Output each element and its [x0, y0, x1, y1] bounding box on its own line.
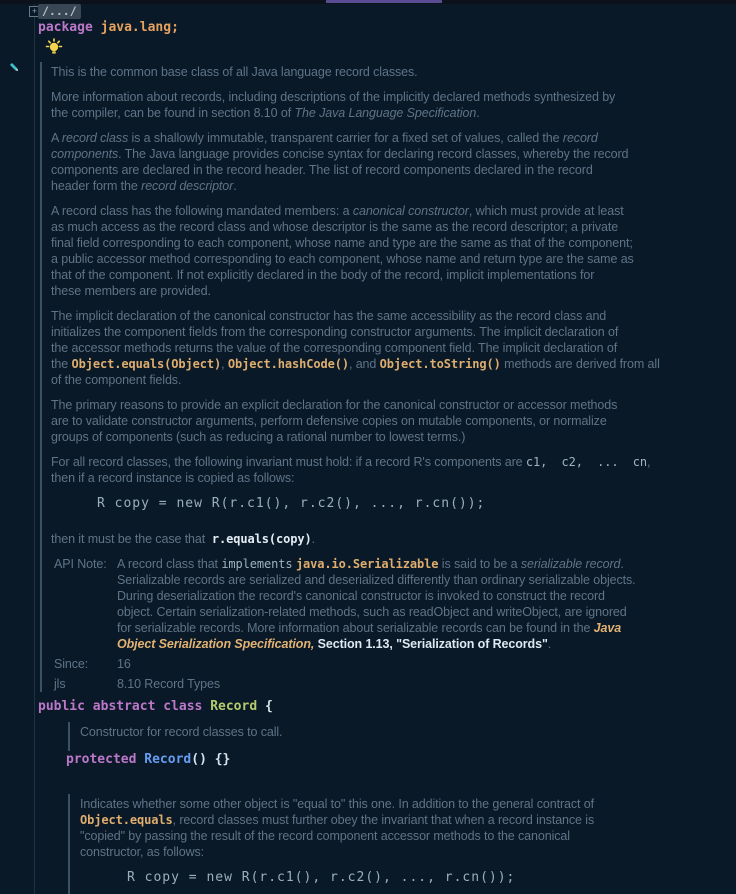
doc-text: Indicates whether some other object is "equal to" this one. In addition to the general contract of	[80, 797, 594, 811]
doc-link[interactable]: Object.hashCode()	[227, 357, 349, 371]
doc-text: record	[562, 131, 598, 145]
doc-text: then it must be the case that	[51, 532, 212, 546]
doc-text: During deserialization the record's canonical constructor is invoked to construct the record	[117, 589, 605, 603]
doc-paragraph-intro	[51, 64, 729, 80]
doc-link[interactable]: Object.equals(Object)	[71, 357, 222, 371]
code-token: public abstract class	[38, 699, 211, 714]
doc-text: initializes the component fields from the corresponding constructor arguments. The implicit declaration of	[51, 325, 619, 339]
doc-text: are to validate constructor arguments, perform defensive copies on mutable components, or normalize	[51, 414, 607, 428]
doc-paragraph-record-class	[51, 130, 729, 194]
doc-paragraph-implicit-declaration	[51, 308, 729, 388]
doc-line	[80, 796, 720, 812]
doc-text: ,	[646, 455, 651, 469]
doc-text: components	[51, 147, 119, 161]
doc-text: components are declared in the record header. The list of record components declared in the record	[51, 163, 593, 177]
doc-text: for serializable records. More information about serializable records can be found in the	[117, 621, 594, 635]
code-token: () {}	[191, 752, 231, 767]
doc-text: , and	[348, 357, 380, 371]
tag-content	[117, 676, 729, 692]
doc-text: c1, c2, ... cn	[525, 455, 647, 469]
doc-paragraph-ctor	[80, 724, 680, 740]
doc-text: ,	[221, 357, 228, 371]
doc-text: R copy = new R(r.c1(), r.c2(), ..., r.cn());	[127, 870, 516, 885]
doc-line	[51, 324, 729, 340]
doc-text: .	[620, 557, 624, 571]
doc-text: the compiler, can be found in section 8.10 of	[51, 106, 295, 120]
constructor-javadoc	[68, 722, 680, 751]
doc-text: r.equals(copy)	[211, 532, 312, 546]
doc-link[interactable]: Java	[593, 621, 622, 635]
doc-text: these members are provided.	[51, 284, 211, 298]
doc-line	[117, 588, 729, 604]
doc-line	[51, 308, 729, 324]
doc-line	[51, 235, 729, 251]
doc-tag-since	[51, 656, 729, 672]
doc-text: Serializable records are serialized and deserialized differently than ordinary serializable objects.	[117, 573, 636, 587]
doc-text: A record class that	[117, 557, 222, 571]
doc-line	[51, 531, 729, 547]
doc-line	[51, 413, 729, 429]
doc-line	[51, 470, 729, 486]
package-statement[interactable]	[38, 20, 179, 36]
doc-line	[51, 130, 729, 146]
doc-text: , which must provide at least	[468, 204, 624, 218]
doc-link[interactable]: Object Serialization Specification,	[117, 637, 315, 651]
tag-label: API Note:	[54, 557, 107, 571]
doc-text: of the component fields.	[51, 373, 182, 387]
doc-text: record class	[61, 131, 129, 145]
doc-text: object. Certain serialization-related methods, such as readObject and writeObject, are ignored	[117, 605, 627, 619]
doc-line	[51, 146, 729, 162]
code-token: Record	[210, 699, 258, 714]
doc-paragraph-primary-reasons	[51, 397, 729, 445]
doc-text: For all record classes, the following invariant must hold: if a record R's components are	[51, 455, 526, 469]
doc-paragraph-more-info	[51, 89, 729, 121]
doc-text: groups of components (such as reducing a rational number to lowest terms.)	[51, 430, 466, 444]
doc-text: 16	[117, 657, 131, 671]
doc-line	[117, 604, 729, 620]
folded-comment-chip[interactable]: /.../	[38, 4, 81, 19]
doc-line	[51, 356, 729, 372]
doc-text: as much access as the record class and whose descriptor is the same as the record descriptor; a private	[51, 220, 619, 234]
doc-line	[51, 219, 729, 235]
doc-line	[51, 251, 729, 267]
equals-javadoc	[68, 794, 720, 894]
doc-text: implements	[221, 557, 293, 571]
editor-gutter	[0, 4, 35, 894]
doc-text: The primary reasons to provide an explicit declaration for the canonical constructor or accessor methods	[51, 398, 618, 412]
doc-text: the accessor methods returns the value of the corresponding component field. The implicit declaration of	[51, 341, 618, 355]
code-token: package	[38, 20, 101, 35]
doc-line	[51, 283, 729, 299]
doc-line	[117, 636, 729, 652]
doc-text: This is the common base class of all Java language record classes.	[51, 65, 418, 79]
doc-line	[117, 656, 729, 672]
doc-line	[97, 495, 729, 511]
doc-line	[127, 869, 720, 885]
doc-line	[80, 812, 720, 828]
doc-line	[80, 844, 720, 860]
doc-text: is said to be a	[438, 557, 521, 571]
doc-line	[51, 340, 729, 356]
doc-line	[51, 162, 729, 178]
doc-link[interactable]: Object.toString()	[379, 357, 501, 371]
doc-line	[117, 620, 729, 636]
class-javadoc	[40, 62, 729, 692]
doc-text: A record class has the following mandated members: a	[51, 204, 353, 218]
doc-text: "copied" by passing the result of the record component accessor methods to the canonical	[80, 829, 570, 843]
doc-text: final field corresponding to each component, whose name and type are the same as that of the component;	[51, 236, 633, 250]
doc-link[interactable]: java.io.Serializable	[295, 557, 439, 571]
doc-code-copy-equals	[80, 869, 720, 885]
class-declaration[interactable]	[38, 699, 273, 715]
doc-text: .	[547, 637, 552, 651]
doc-line	[80, 724, 680, 740]
doc-text: .	[233, 179, 237, 193]
doc-line	[117, 556, 729, 572]
tag-content	[117, 556, 729, 652]
progress-bar	[326, 0, 442, 3]
doc-text: More information about records, including descriptions of the implicitly declared methods synthesized by	[51, 90, 616, 104]
doc-text: is a shallowly immutable, transparent carrier for a fixed set of values, called the	[128, 131, 563, 145]
doc-line	[51, 89, 729, 105]
doc-text: The implicit declaration of the canonical constructor has the same accessibility as the record class and	[51, 309, 607, 323]
doc-text: , record classes must further obey the invariant that when a record instance is	[172, 813, 595, 827]
intention-bulb-icon[interactable]	[45, 38, 63, 56]
code-token: Record	[144, 752, 192, 767]
doc-paragraph-invariant	[51, 454, 729, 486]
doc-text: methods are derived from all	[500, 357, 660, 371]
doc-line	[51, 105, 729, 121]
doc-paragraph-equals-case	[51, 531, 729, 547]
doc-text: . The Java language provides concise syntax for declaring record classes, whereby the record	[118, 147, 629, 161]
doc-paragraph-equals	[80, 796, 720, 860]
doc-text: Section 1.13, "Serialization of Records"	[317, 637, 548, 651]
code-token: java.lang;	[100, 20, 179, 35]
doc-text: the	[51, 357, 72, 371]
top-strip	[0, 0, 736, 4]
tag-label: Since:	[54, 657, 89, 671]
doc-paragraph-mandated-members	[51, 203, 729, 299]
doc-text: .	[311, 532, 316, 546]
doc-text: The Java Language Specification	[294, 106, 477, 120]
edit-pencil-icon[interactable]	[7, 60, 22, 75]
doc-tag-jls	[51, 676, 729, 692]
doc-line	[117, 676, 729, 692]
fold-toggle-icon[interactable]: +	[29, 6, 40, 17]
doc-text: 8.10 Record Types	[117, 677, 220, 691]
doc-line	[80, 828, 720, 844]
doc-link[interactable]: Object.equals	[80, 813, 173, 827]
doc-text: then if a record instance is copied as follows:	[51, 471, 295, 485]
doc-text: serializable record	[520, 557, 621, 571]
doc-text: a public accessor method corresponding to each component, whose name and return type are the same as	[51, 252, 634, 266]
doc-tag-api-note	[51, 556, 729, 652]
doc-text: canonical constructor	[352, 204, 469, 218]
doc-line	[51, 178, 729, 194]
doc-line	[51, 397, 729, 413]
code-token: {	[257, 699, 273, 714]
doc-line	[51, 64, 729, 80]
doc-line	[51, 372, 729, 388]
doc-text: constructor, as follows:	[80, 845, 205, 859]
doc-line	[51, 203, 729, 219]
doc-text: record descriptor	[141, 179, 234, 193]
doc-line	[51, 429, 729, 445]
doc-text: .	[476, 106, 480, 120]
doc-text: header form the	[51, 179, 142, 193]
doc-text: A	[51, 131, 62, 145]
doc-code-copy-invariant	[51, 495, 729, 511]
doc-line	[117, 572, 729, 588]
tag-label: jls	[54, 677, 66, 691]
doc-line	[51, 454, 729, 470]
constructor-declaration[interactable]	[66, 752, 230, 768]
doc-text: Constructor for record classes to call.	[80, 725, 283, 739]
tag-content	[117, 656, 729, 672]
doc-line	[51, 267, 729, 283]
doc-text: that of the component. If not explicitly declared in the body of the record, implicit implementations for	[51, 268, 595, 282]
code-token: protected	[66, 752, 145, 767]
doc-text: R copy = new R(r.c1(), r.c2(), ..., r.cn());	[97, 496, 486, 511]
